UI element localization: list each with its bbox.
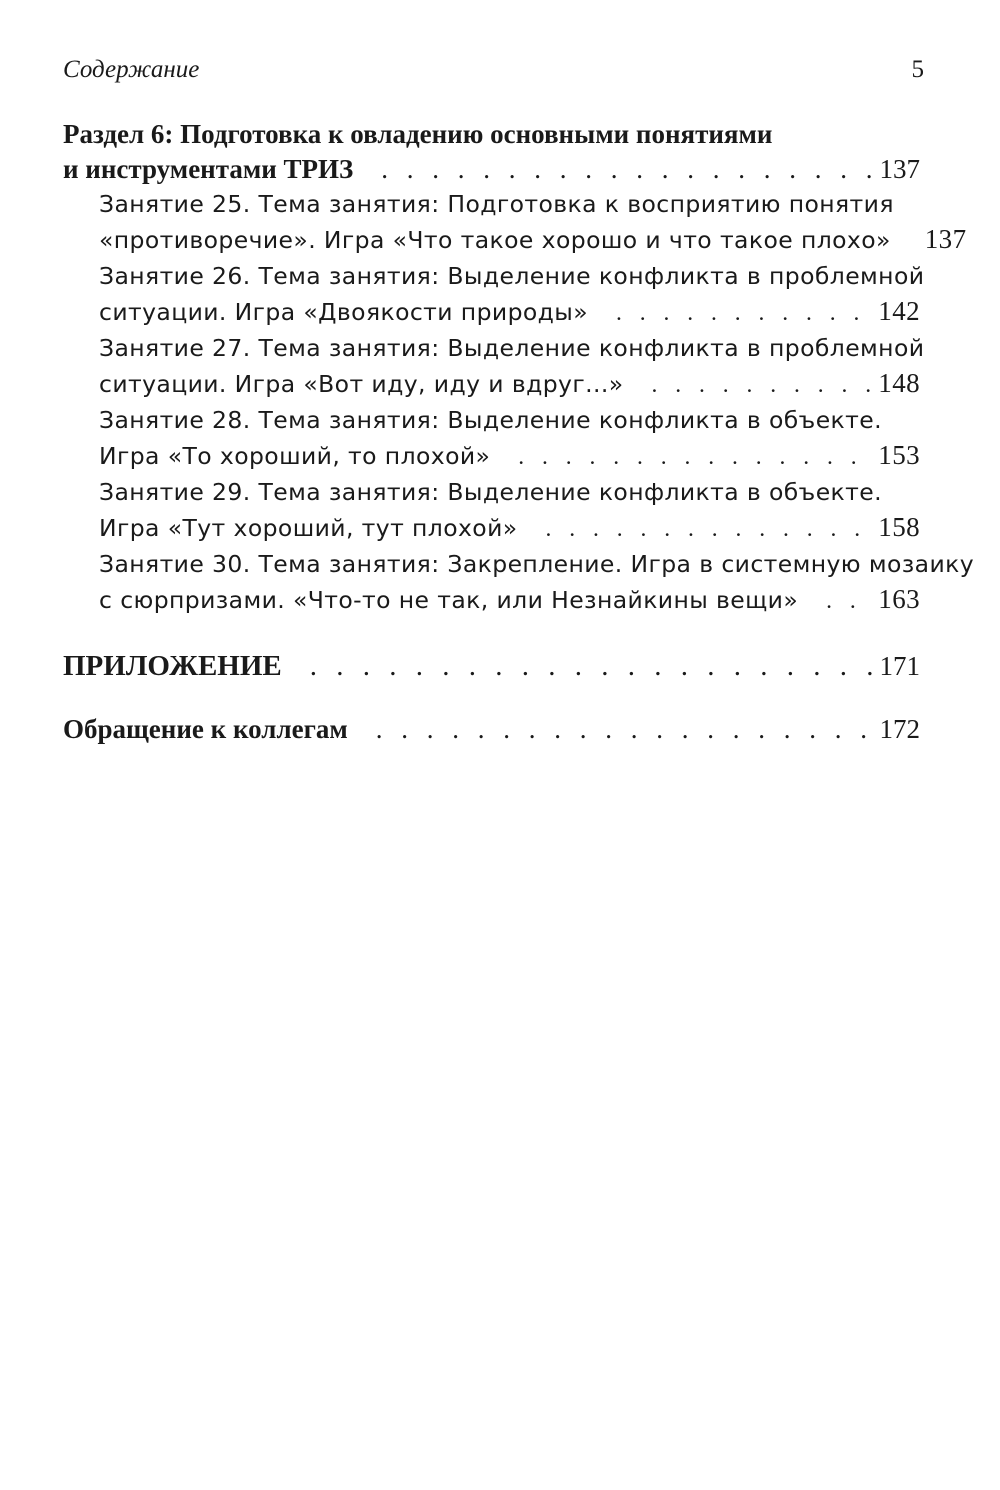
toc-appendix-title: ПРИЛОЖЕНИЕ <box>63 650 282 682</box>
toc-page-number: 142 <box>878 296 920 326</box>
dot-leader <box>616 296 872 331</box>
toc-section-6[interactable] <box>63 117 920 187</box>
toc-page-number: 158 <box>878 512 920 542</box>
dot-leader <box>376 712 874 747</box>
toc-page-number: 137 <box>924 224 967 254</box>
toc-lesson-line2: Игра «Тут хороший, тут плохой» <box>99 514 518 542</box>
toc-lesson-line1: Занятие 27. Тема занятия: Выделение конфликта в проблемной <box>99 334 925 362</box>
toc-section-title-line2: и инструментами ТРИЗ <box>63 154 354 184</box>
toc-lesson-line2: Игра «То хороший, то плохой» <box>99 442 491 470</box>
dot-leader <box>518 440 872 475</box>
toc-lesson-line2: ситуации. Игра «Вот иду, иду и вдруг...» <box>99 370 624 398</box>
dot-leader <box>652 368 873 403</box>
toc-lesson-line2: ситуации. Игра «Двоякости природы» <box>99 298 589 326</box>
toc-section-title-line1: Раздел 6: Подготовка к овладению основными понятиями <box>63 119 773 149</box>
toc-address-title: Обращение к коллегам <box>63 714 348 744</box>
toc-address-to-colleagues[interactable] <box>63 712 920 747</box>
toc-appendix[interactable] <box>63 649 920 684</box>
toc-lesson-line1: Занятие 30. Тема занятия: Закрепление. Игра в системную мозаику <box>99 550 975 578</box>
toc-page-number: 172 <box>879 714 920 744</box>
toc-lesson-line1: Занятие 26. Тема занятия: Выделение конфликта в проблемной <box>99 262 925 290</box>
dot-leader <box>546 512 873 547</box>
toc-page-number: 137 <box>879 154 920 184</box>
toc-page-number: 148 <box>878 368 920 398</box>
toc-lesson-30[interactable] <box>99 547 975 619</box>
toc-page-number: 153 <box>878 440 920 470</box>
toc-lesson-line2: с сюрпризами. «Что-то не так, или Незнайкины вещи» <box>99 586 799 614</box>
toc-page-number: 171 <box>879 651 920 681</box>
toc-lesson-line2: «противоречие». Игра «Что такое хорошо и что такое плохо» <box>99 226 891 254</box>
table-of-contents <box>63 117 975 747</box>
page-number: 5 <box>911 56 924 83</box>
toc-lesson-26[interactable] <box>99 259 925 331</box>
running-head-title: Содержание <box>63 56 200 83</box>
dot-leader <box>826 584 872 619</box>
toc-lesson-28[interactable] <box>99 403 920 475</box>
toc-lesson-line1: Занятие 29. Тема занятия: Выделение конфликта в объекте. <box>99 478 882 506</box>
toc-lesson-25[interactable] <box>99 187 967 259</box>
toc-lesson-line1: Занятие 28. Тема занятия: Выделение конфликта в объекте. <box>99 406 882 434</box>
toc-lesson-27[interactable] <box>99 331 925 403</box>
toc-lesson-line1: Занятие 25. Тема занятия: Подготовка к восприятию понятия <box>99 190 894 218</box>
toc-lesson-29[interactable] <box>99 475 920 547</box>
dot-leader <box>381 152 873 187</box>
toc-page-number: 163 <box>878 584 920 614</box>
dot-leader <box>310 649 874 684</box>
running-head <box>63 56 924 84</box>
